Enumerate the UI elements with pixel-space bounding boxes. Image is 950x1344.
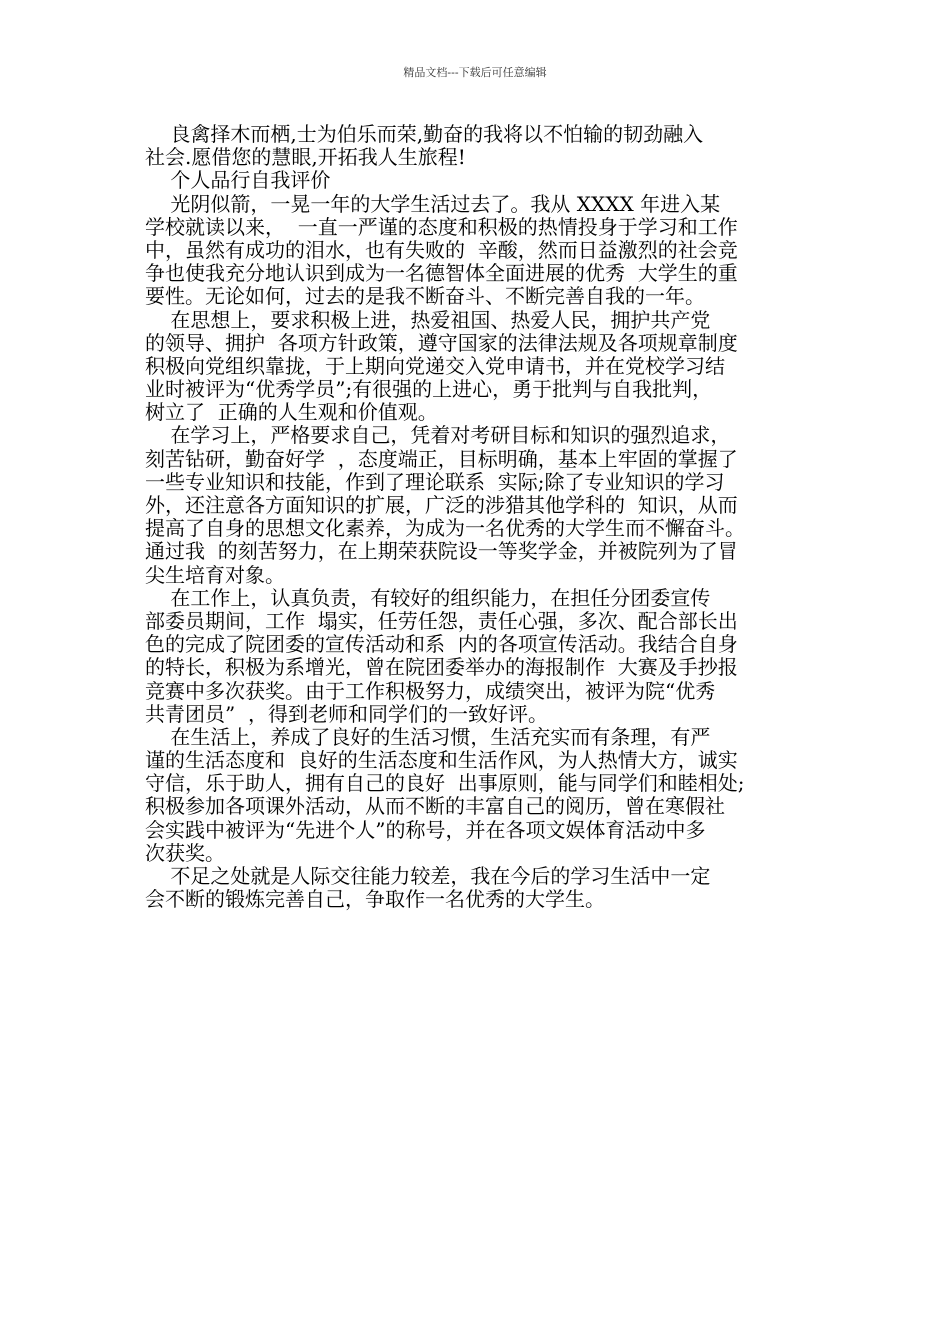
text-line: 刻苦钻研，勤奋好学 ，态度端正，目标明确，基本上牢固的掌握了 <box>145 446 738 471</box>
text-line: 会不断的锻炼完善自己，争取作一名优秀的大学生。 <box>145 887 605 912</box>
text-line: 在思想上，要求积极上进，热爱祖国、热爱人民，拥护共产党 <box>145 307 711 332</box>
text-line: 良禽择木而栖,士为伯乐而荣,勤奋的我将以不怕输的韧劲融入 <box>145 122 704 146</box>
text-line: 不足之处就是人际交往能力较差，我在今后的学习生活中一定 <box>145 864 711 888</box>
text-line: 要性。无论如何，过去的是我不断奋斗、不断完善自我的一年。 <box>145 284 705 309</box>
text-line: 次获奖。 <box>145 840 225 865</box>
text-line: 尖生培育对象。 <box>145 562 285 587</box>
text-line: 共青团员” ，得到老师和同学们的一致好评。 <box>145 701 548 726</box>
text-line: 一些专业知识和技能，作到了理论联系 实际;除了专业知识的学习 <box>145 469 725 494</box>
text-line: 业时被评为“优秀学员”;有很强的上进心，勇于批判与自我批判， <box>145 377 713 402</box>
text-line: 树立了 正确的人生观和价值观。 <box>145 400 438 425</box>
text-line: 会实践中被评为“先进个人”的称号，并在各项文娱体育活动中多 <box>145 817 706 842</box>
text-line: 外，还注意各方面知识的扩展，广泛的涉猎其他学科的 知识，从而 <box>145 493 738 517</box>
text-line: 中，虽然有成功的泪水，也有失败的 辛酸，然而日益激烈的社会竞 <box>145 237 738 262</box>
text-line: 学校就读以来， 一直一严谨的态度和积极的热情投身于学习和工作 <box>145 214 738 239</box>
text-line: 色的完成了院团委的宣传活动和系 内的各项宣传活动。我结合自身 <box>145 632 738 657</box>
text-line: 在生活上，养成了良好的生活习惯，生活充实而有条理，有严 <box>145 724 711 749</box>
text-line: 的领导、拥护 各项方针政策，遵守国家的法律法规及各项规章制度 <box>145 330 738 355</box>
text-line: 通过我 的刻苦努力，在上期荣获院设一等奖学金，并被院列为了冒 <box>145 539 738 564</box>
text-line: 竞赛中多次获奖。由于工作积极努力，成绩突出，被评为院“优秀 <box>145 678 716 703</box>
text-line: 社会.愿借您的慧眼,开拓我人生旅程! <box>145 145 466 170</box>
text-line: 的特长，积极为系增光，曾在院团委举办的海报制作 大赛及手抄报 <box>145 655 738 680</box>
text-line: 守信，乐于助人，拥有自己的良好 出事原则，能与同学们和睦相处; <box>145 771 745 796</box>
section-heading: 个人品行自我评价 <box>145 168 331 193</box>
text-line: 积极向党组织靠拢，于上期向党递交入党申请书，并在党校学习结 <box>145 353 725 378</box>
text-line: 积极参加各项课外活动，从而不断的丰富自己的阅历，曾在寒假社 <box>145 794 725 819</box>
document-body <box>145 123 835 911</box>
text-line: 谨的生活态度和 良好的生活态度和生活作风，为人热情大方，诚实 <box>145 748 738 773</box>
text-line: 光阴似箭，一晃一年的大学生活过去了。我从 XXXX 年进入某 <box>145 191 721 216</box>
text-line: 部委员期间，工作 塌实，任劳任怨，责任心强，多次、配合部长出 <box>145 608 738 633</box>
text-line: 争也使我充分地认识到成为一名德智体全面进展的优秀 大学生的重 <box>145 261 738 286</box>
text-line: 在学习上，严格要求自己，凭着对考研目标和知识的强烈追求， <box>145 423 731 448</box>
text-line: 提高了自身的思想文化素养，为成为一名优秀的大学生而不懈奋斗。 <box>145 516 745 541</box>
page-header: 精品文档---下载后可任意编辑 <box>403 66 547 79</box>
text-line: 在工作上，认真负责，有较好的组织能力，在担任分团委宣传 <box>145 585 711 610</box>
